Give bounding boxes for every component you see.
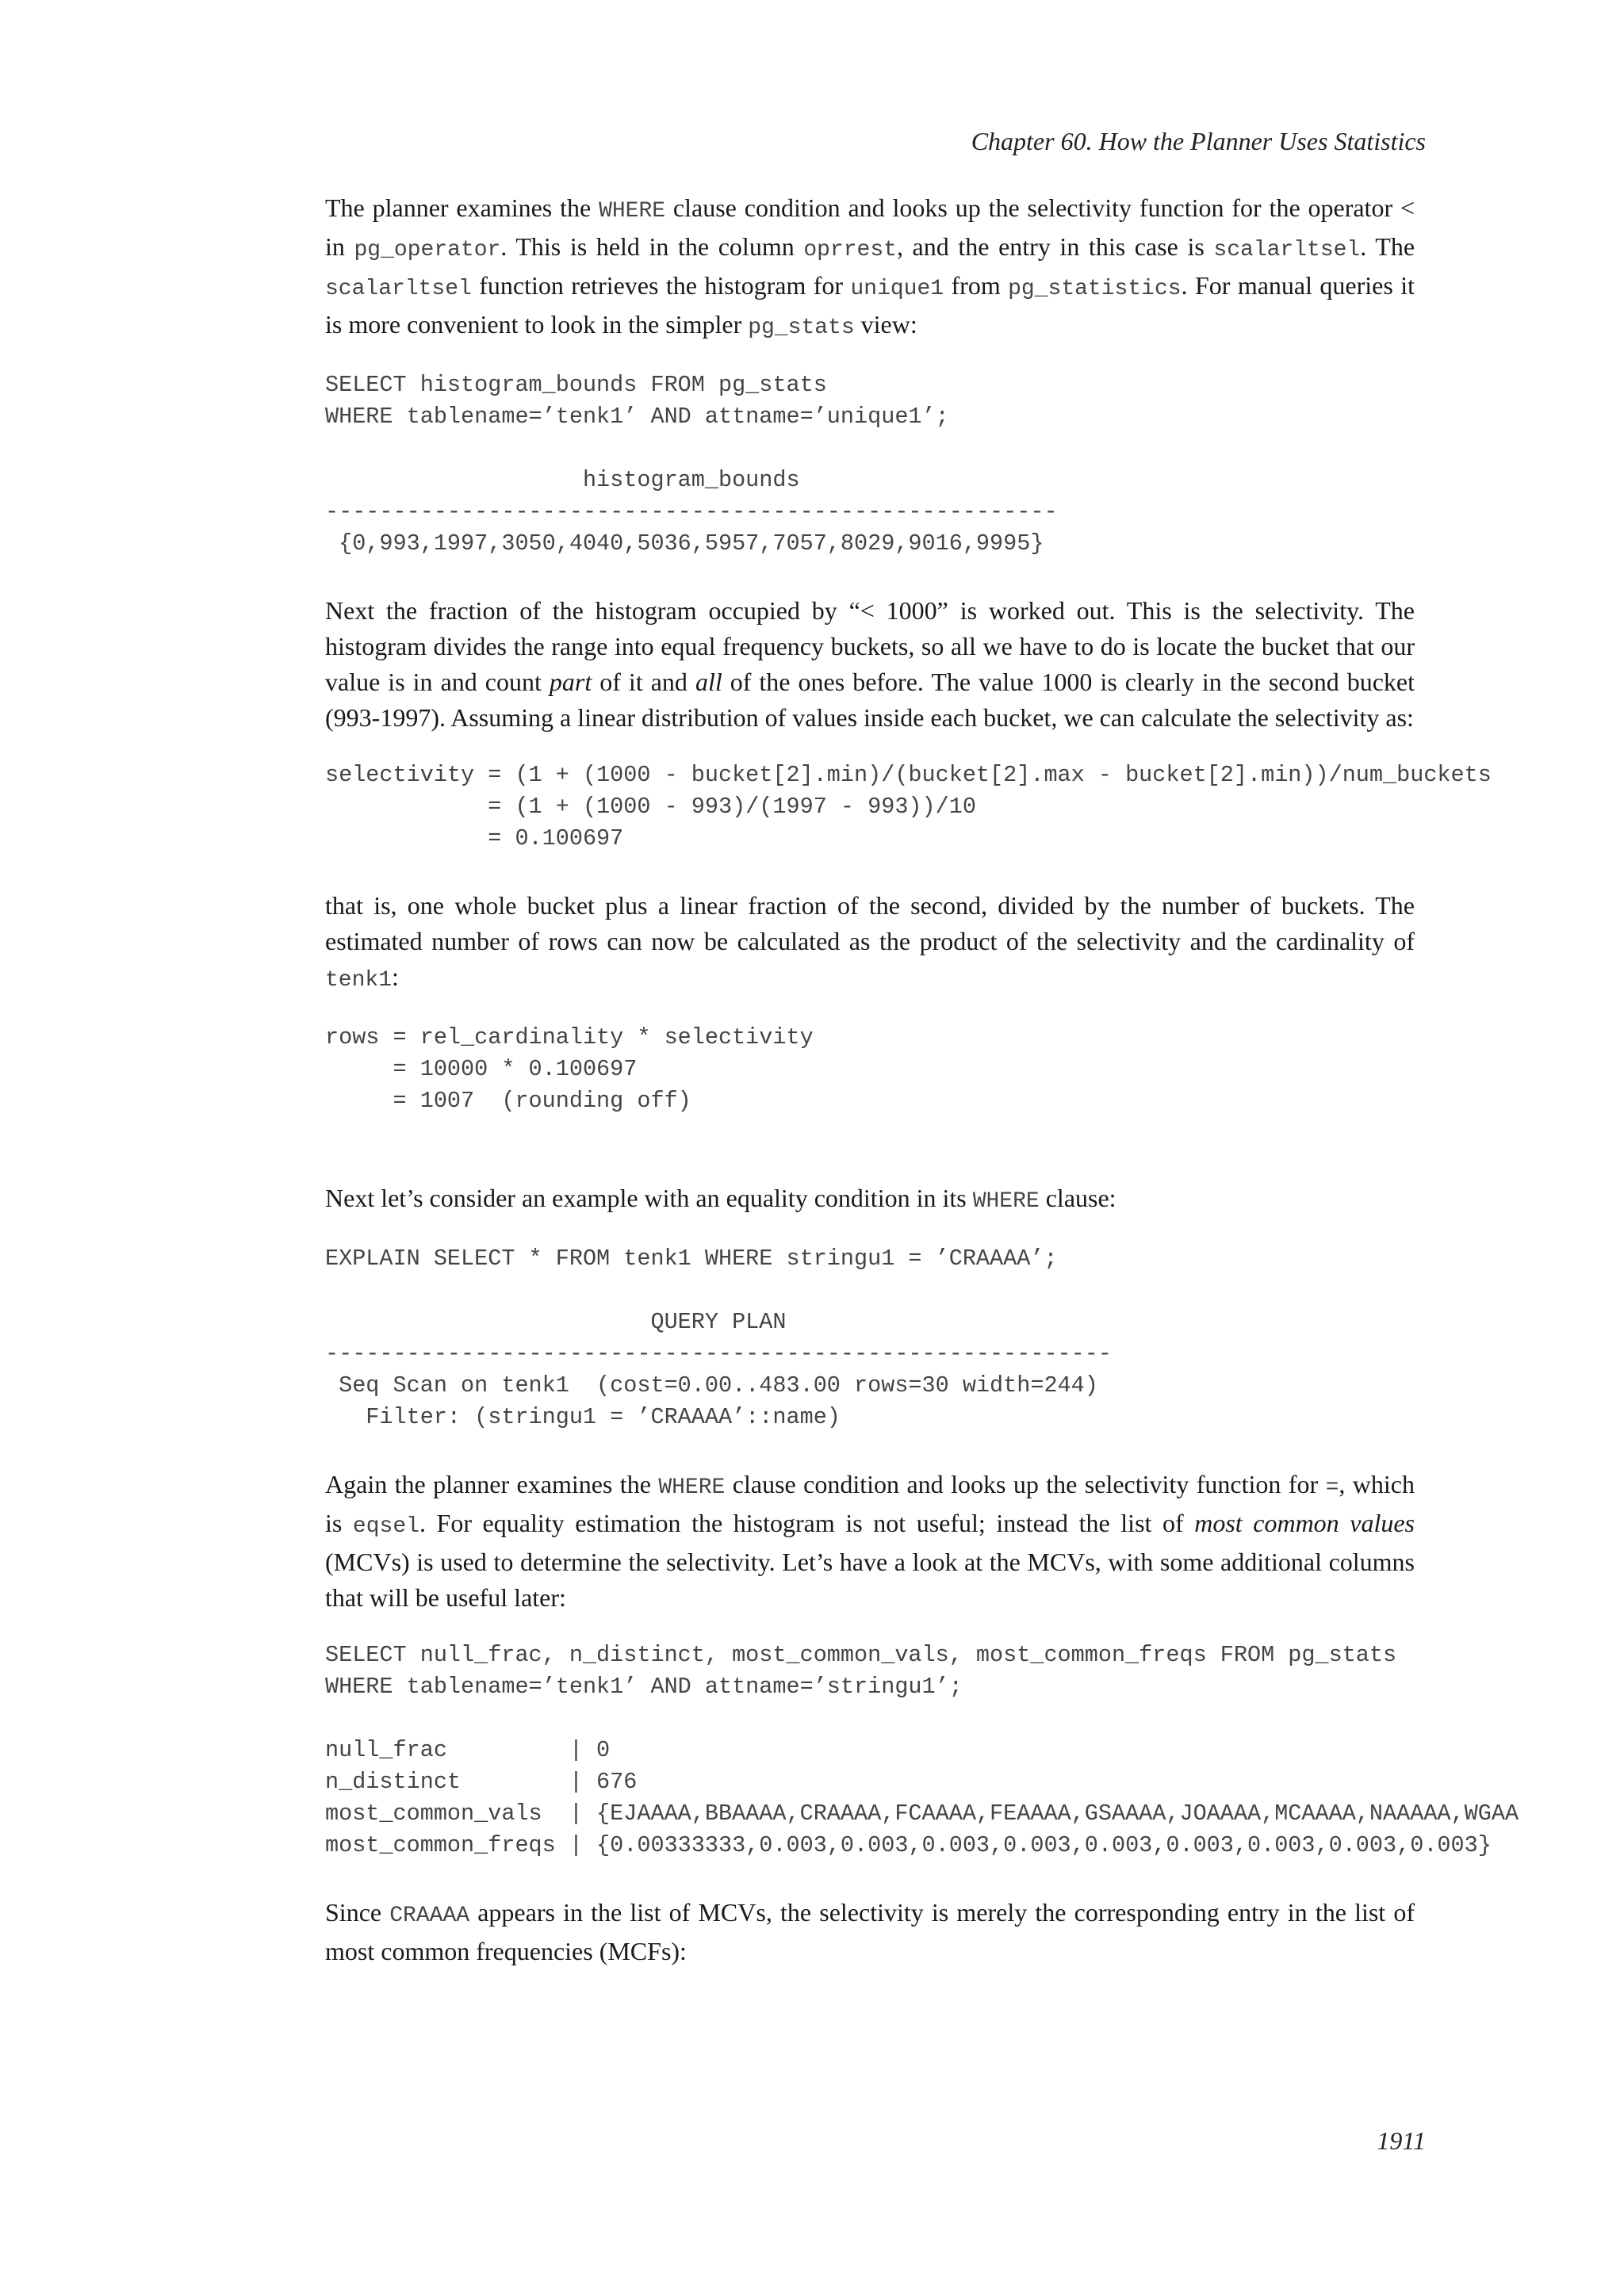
paragraph-rows-estimate: that is, one whole bucket plus a linear fraction of the second, divided by the number of buckets. The estimated number of rows can now be calculated as the product of the selectivity and the cardinality of tenk1: xyxy=(325,891,1415,993)
page-content xyxy=(325,190,1519,1969)
paragraph-mcf-lookup: Since CRAAAA appears in the list of MCVs, the selectivity is merely the corresponding entry in the list of most common frequencies (MCFs): xyxy=(325,1898,1415,1965)
code-histogram-query: SELECT histogram_bounds FROM pg_stats WHERE tablename=’tenk1’ AND attname=’unique1’; histogram_bounds ------------------------------------------------------ {0,993,1997,3050,4040,5036,5957,7057,8029,9016,9995} xyxy=(325,372,1058,557)
running-header: Chapter 60. How the Planner Uses Statistics xyxy=(971,127,1426,155)
paragraph-equality-intro: Next let’s consider an example with an equality condition in its WHERE clause: xyxy=(325,1184,1116,1214)
page-number: 1911 xyxy=(1377,2126,1426,2155)
paragraph-mcv-explanation: Again the planner examines the WHERE clause condition and looks up the selectivity function for =, which is eqsel. For equality estimation the histogram is not useful; instead the list of most common values (MCVs) is used to determine the selectivity. Let’s have a look at the MCVs, with some additional columns that will be useful later: xyxy=(325,1470,1415,1612)
code-explain-query-plan: EXPLAIN SELECT * FROM tenk1 WHERE stringu1 = ’CRAAAA’; QUERY PLAN ---------------------------------------------------------- Seq Scan on tenk1 (cost=0.00..483.00 rows=30 width=244) Filter: (stringu1 = ’CRAAAA’::name) xyxy=(325,1246,1112,1430)
paragraph-selectivity-explanation: Next the fraction of the histogram occupied by “< 1000” is worked out. This is the selectivity. The histogram divides the range into equal frequency buckets, so all we have to do is locate the bucket that our value is in and count part of it and all of the ones before. The value 1000 is clearly in the second bucket (993-1997). Assuming a linear distribution of values inside each bucket, we can calculate the selectivity as: xyxy=(325,596,1415,732)
code-rows-formula: rows = rel_cardinality * selectivity = 10000 * 0.100697 = 1007 (rounding off) xyxy=(325,1024,814,1114)
code-mcv-query: SELECT null_frac, n_distinct, most_common_vals, most_common_freqs FROM pg_stats WHERE tablename=’tenk1’ AND attname=’stringu1’; null_frac | 0 n_distinct | 676 most_common_vals | {EJAAAA,BBAAAA,CRAAAA,FCAAAA,FEAAAA,GSAAAA,JOAAAA,MCAAAA,NAAAAA,WGAA most_common_freqs | {0.00333333,0.003,0.003,0.003,0.003,0.003,0.003,0.003,0.003,0.003} xyxy=(325,1642,1519,1858)
paragraph-histogram-intro: The planner examines the WHERE clause condition and looks up the selectivity function for the operator < in pg_operator. This is held in the column oprrest, and the entry in this case is scalarltsel. The scalarltsel function retrieves the histogram for unique1 from pg_statistics. For manual queries it is more convenient to look in the simpler pg_stats view: xyxy=(325,193,1415,340)
code-selectivity-formula: selectivity = (1 + (1000 - bucket[2].min)/(bucket[2].max - bucket[2].min))/num_buckets = (1 + (1000 - 993)/(1997 - 993))/10 = 0.100697 xyxy=(325,762,1492,851)
